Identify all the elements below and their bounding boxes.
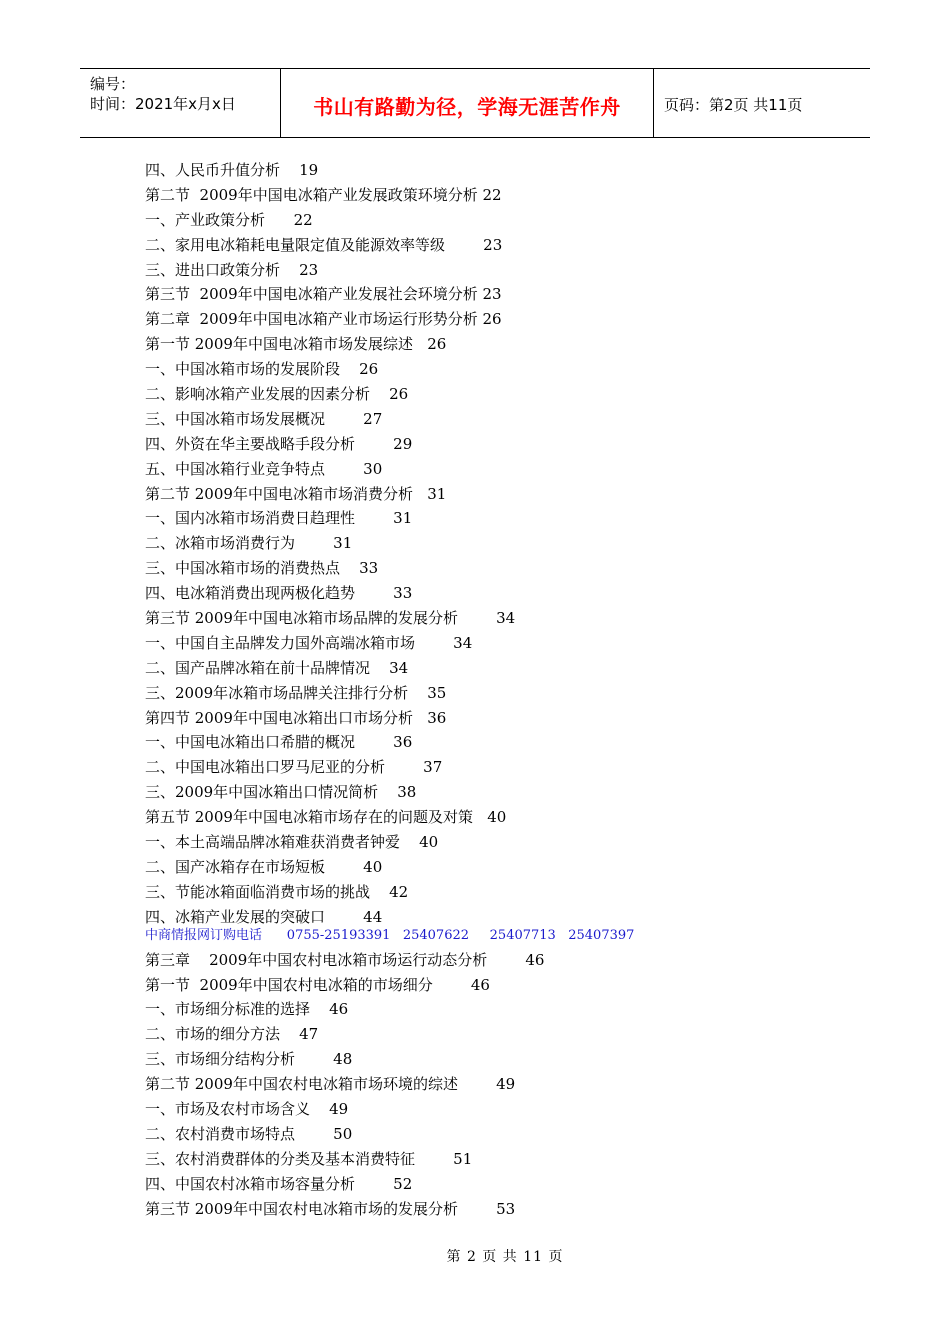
toc-entry: 第二章 2009年中国电冰箱产业市场运行形势分析 26 bbox=[145, 310, 502, 329]
toc-entry: 五、中国冰箱行业竞争特点 30 bbox=[145, 459, 383, 478]
toc-entry: 第五节 2009年中国电冰箱市场存在的问题及对策 40 bbox=[145, 808, 507, 827]
page-header bbox=[80, 68, 870, 138]
toc-entry: 一、中国电冰箱出口希腊的概况 36 bbox=[145, 733, 413, 752]
header-motto: 书山有路勤为径，学海无涯苦作舟 bbox=[313, 95, 621, 119]
footer-page-number: 第 2 页 共 11 页 bbox=[446, 1249, 564, 1265]
toc-entry: 第二节 2009年中国农村电冰箱市场环境的综述 49 bbox=[145, 1075, 516, 1094]
toc-entry: 二、影响冰箱产业发展的因素分析 26 bbox=[145, 385, 409, 404]
toc-entry: 第一节 2009年中国农村电冰箱的市场细分 46 bbox=[145, 975, 490, 994]
toc-entry: 一、市场细分标准的选择 46 bbox=[145, 1000, 349, 1019]
toc-entry: 一、中国冰箱市场的发展阶段 26 bbox=[145, 360, 379, 379]
toc-entry: 二、农村消费市场特点 50 bbox=[145, 1124, 353, 1143]
number-label: 编号： bbox=[90, 75, 136, 93]
toc-entry: 一、国内冰箱市场消费日趋理性 31 bbox=[145, 509, 413, 528]
toc-entry: 第一节 2009年中国电冰箱市场发展综述 26 bbox=[145, 335, 447, 354]
toc-entry: 三、市场细分结构分析 48 bbox=[145, 1050, 353, 1069]
toc-entry: 三、中国冰箱市场发展概况 27 bbox=[145, 409, 383, 428]
toc-entry: 四、外资在华主要战略手段分析 29 bbox=[145, 434, 413, 453]
toc-entry: 三、2009年冰箱市场品牌关注排行分析 35 bbox=[145, 683, 447, 702]
toc-entry: 四、冰箱产业发展的突破口 44 bbox=[145, 907, 383, 926]
toc-entry: 第三节 2009年中国电冰箱产业发展社会环境分析 23 bbox=[145, 285, 502, 304]
toc-entry: 第三章 2009年中国农村电冰箱市场运行动态分析 46 bbox=[145, 950, 545, 969]
toc-entry: 三、节能冰箱面临消费市场的挑战 42 bbox=[145, 882, 409, 901]
toc-entry: 二、国产冰箱存在市场短板 40 bbox=[145, 857, 383, 876]
toc-entry: 第二节 2009年中国电冰箱市场消费分析 31 bbox=[145, 484, 447, 503]
toc-entry: 第三节 2009年中国农村电冰箱市场的发展分析 53 bbox=[145, 1199, 516, 1218]
table-of-contents bbox=[145, 158, 765, 1221]
header-page-info: 页码：第2页 共11页 bbox=[664, 96, 803, 114]
toc-entry: 四、中国农村冰箱市场容量分析 52 bbox=[145, 1174, 413, 1193]
header-page-cell bbox=[654, 69, 870, 137]
toc-entry: 一、中国自主品牌发力国外高端冰箱市场 34 bbox=[145, 633, 473, 652]
toc-entry: 一、市场及农村市场含义 49 bbox=[145, 1099, 349, 1118]
toc-entry: 四、电冰箱消费出现两极化趋势 33 bbox=[145, 584, 413, 603]
header-motto-cell bbox=[281, 69, 654, 137]
toc-entry: 一、产业政策分析 22 bbox=[145, 210, 313, 229]
toc-entry: 三、农村消费群体的分类及基本消费特征 51 bbox=[145, 1149, 473, 1168]
toc-entry: 三、2009年中国冰箱出口情况简析 38 bbox=[145, 783, 417, 802]
toc-entry: 四、人民币升值分析 19 bbox=[145, 161, 319, 179]
toc-entry: 二、市场的细分方法 47 bbox=[145, 1025, 319, 1044]
toc-entry: 二、家用电冰箱耗电量限定值及能源效率等级 23 bbox=[145, 235, 503, 254]
toc-entry: 第二节 2009年中国电冰箱产业发展政策环境分析 22 bbox=[145, 185, 502, 204]
header-meta bbox=[80, 69, 281, 137]
toc-entry: 二、中国电冰箱出口罗马尼亚的分析 37 bbox=[145, 758, 443, 777]
toc-entry: 二、冰箱市场消费行为 31 bbox=[145, 534, 353, 553]
page-footer bbox=[0, 1246, 950, 1266]
toc-entry: 第四节 2009年中国电冰箱出口市场分析 36 bbox=[145, 708, 447, 727]
toc-entry: 二、国产品牌冰箱在前十品牌情况 34 bbox=[145, 658, 409, 677]
toc-entry: 三、进出口政策分析 23 bbox=[145, 260, 319, 279]
contact-phone-line: 中商情报网订购电话 0755-25193391 25407622 25407713 25407397 bbox=[145, 927, 635, 943]
toc-entry: 一、本土高端品牌冰箱难获消费者钟爱 40 bbox=[145, 833, 439, 852]
time-label: 时间：2021年x月x日 bbox=[90, 95, 236, 113]
toc-entry: 第三节 2009年中国电冰箱市场品牌的发展分析 34 bbox=[145, 609, 516, 628]
toc-entry: 三、中国冰箱市场的消费热点 33 bbox=[145, 559, 379, 578]
